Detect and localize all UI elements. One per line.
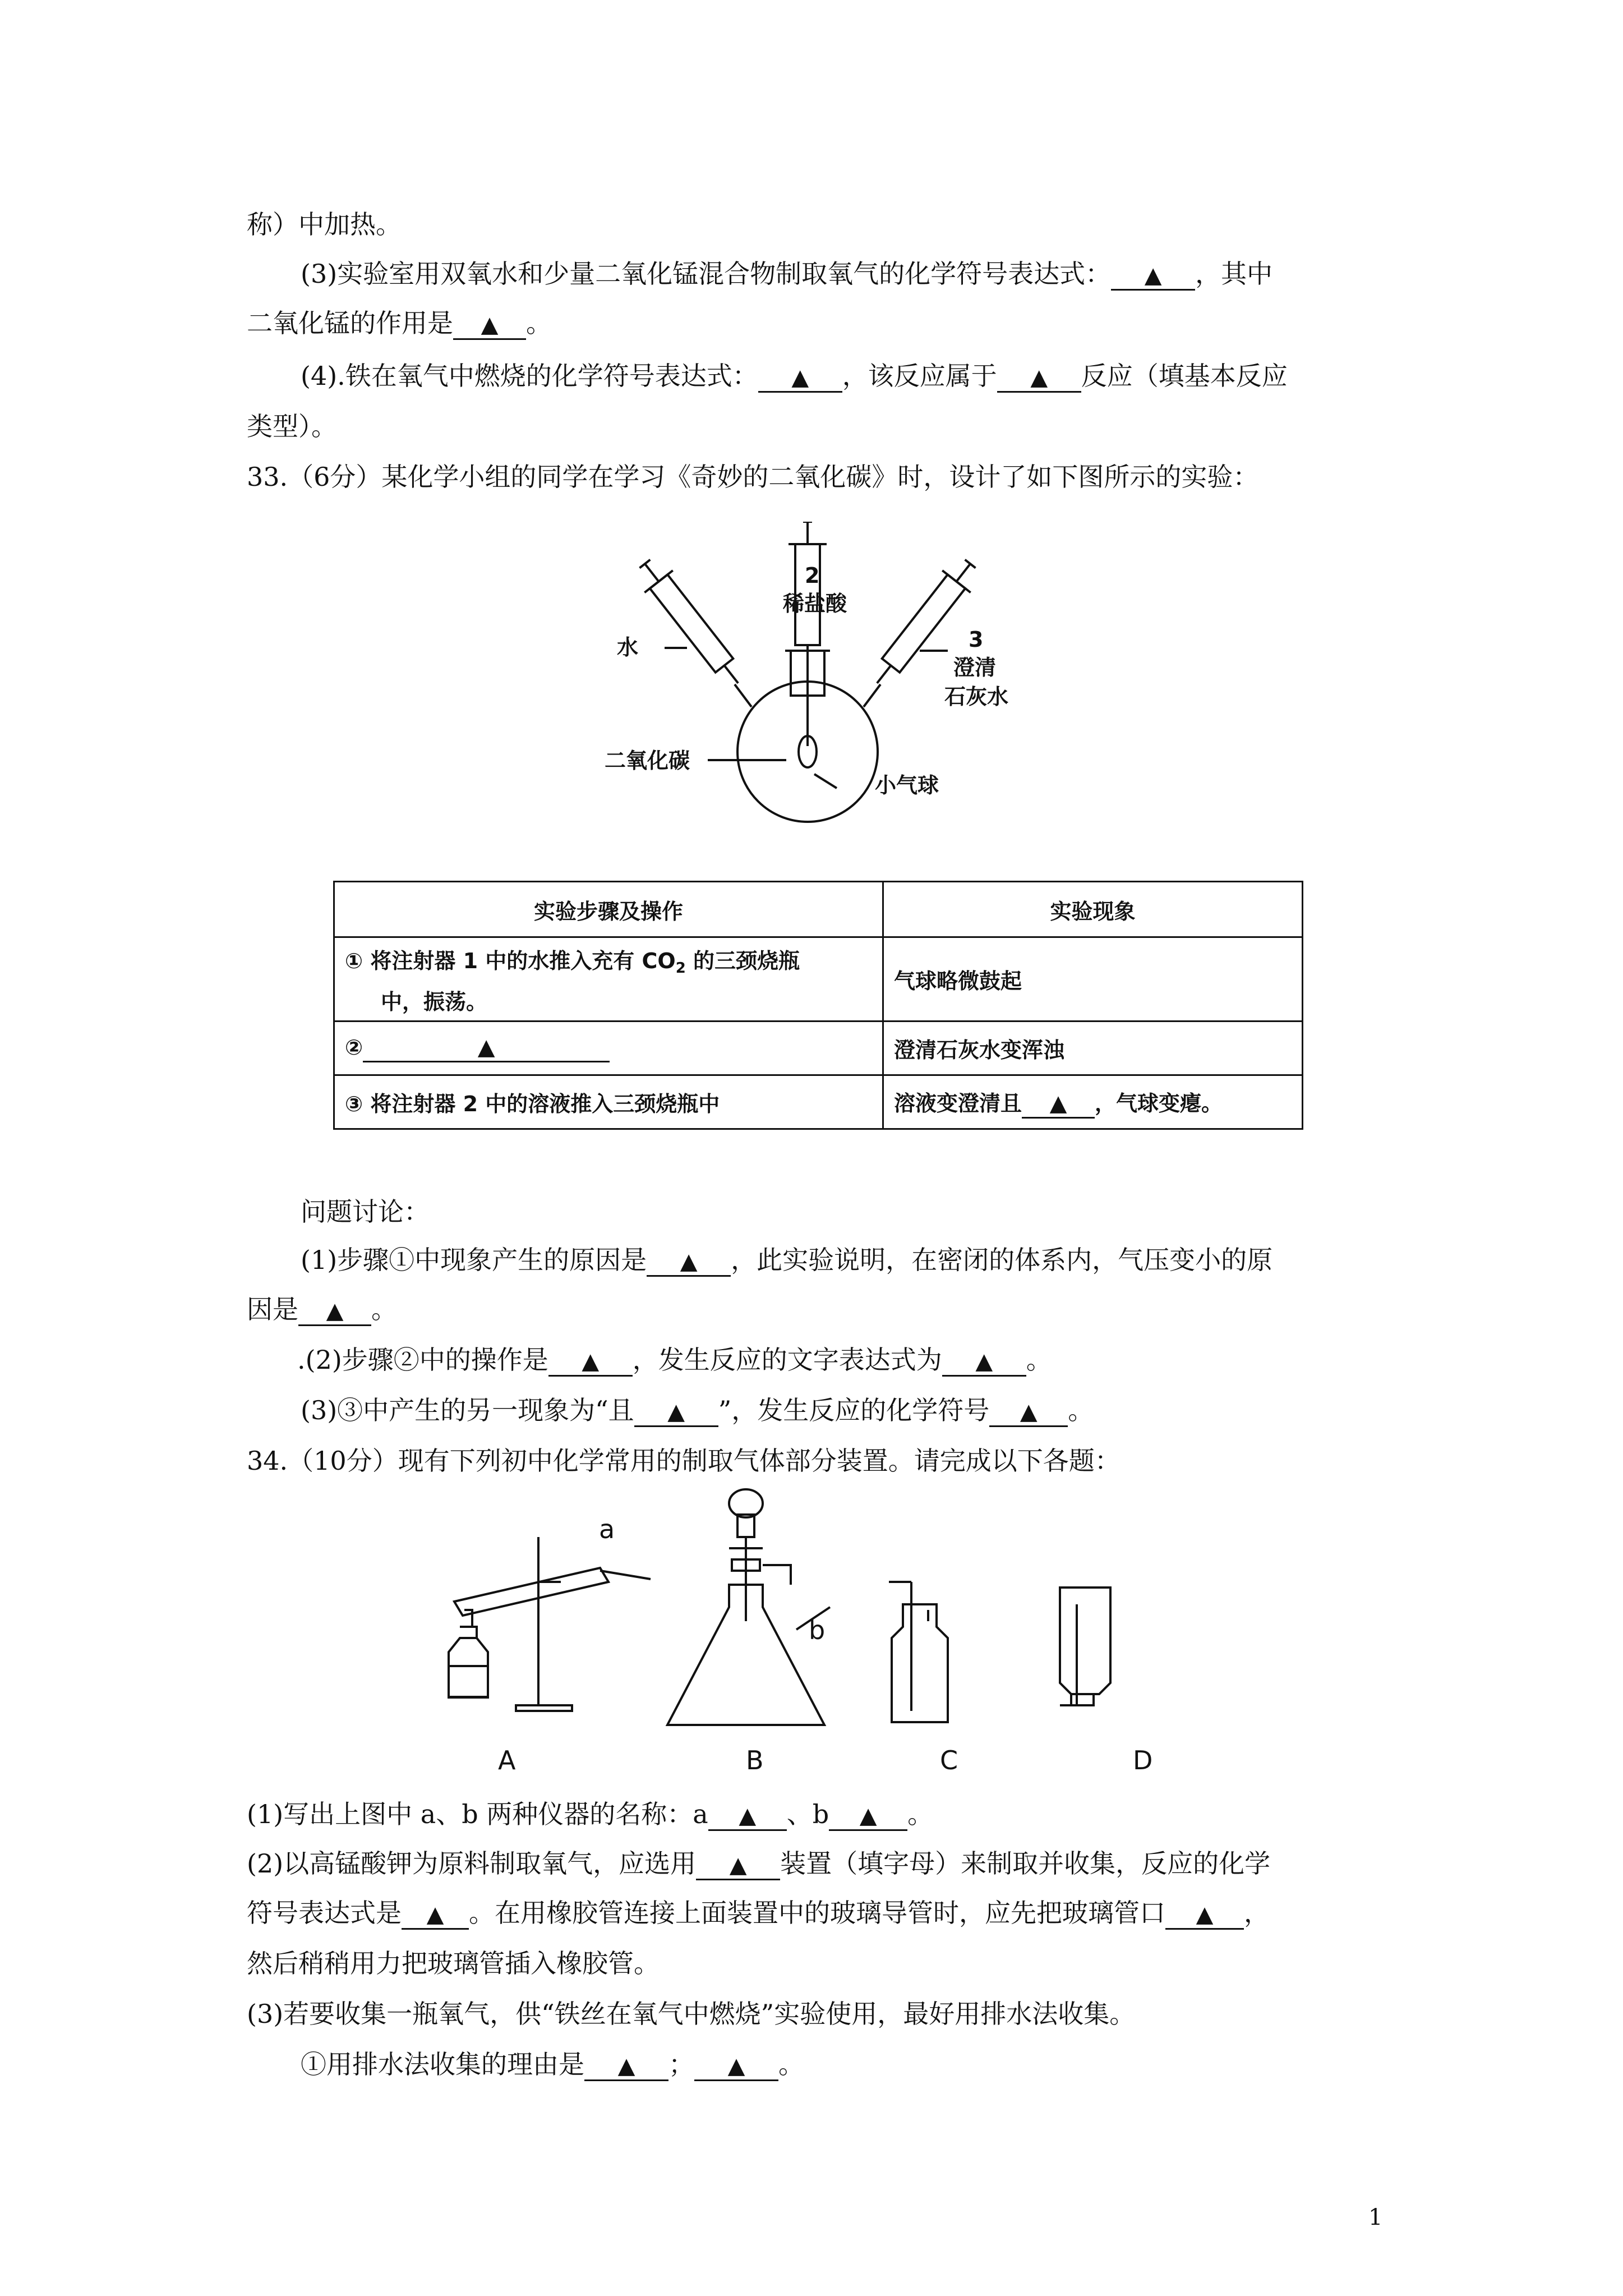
q34-heading: 34.（10分）现有下列初中化学常用的制取气体部分装置。请完成以下各题： bbox=[247, 1446, 1121, 1476]
q34-part2-line3: 然后稍稍用力把玻璃管插入橡胶管。 bbox=[247, 1948, 660, 1978]
balloon-label: 小气球 bbox=[875, 773, 939, 798]
answer-blank[interactable]: ▲ bbox=[758, 362, 842, 393]
answer-blank[interactable]: ▲ bbox=[584, 2051, 668, 2081]
apparatus-b bbox=[667, 1489, 830, 1725]
column-header-observation: 实验现象 bbox=[883, 882, 1303, 937]
answer-blank[interactable]: ▲ bbox=[694, 2051, 778, 2081]
q32-part3-line2: 二氧化锰的作用是 ▲ 。 bbox=[247, 306, 552, 340]
answer-blank[interactable]: ▲ bbox=[942, 1346, 1026, 1377]
apparatus-d bbox=[1060, 1588, 1110, 1705]
co2-label: 二氧化碳 bbox=[605, 748, 690, 773]
observation-cell: 气球略微鼓起 bbox=[883, 937, 1303, 1022]
answer-blank[interactable]: ▲ bbox=[647, 1246, 731, 1277]
answer-blank[interactable]: ▲ bbox=[1111, 260, 1195, 291]
q34-part2-line2: 符号表达式是 ▲ 。在用橡胶管连接上面装置中的玻璃导管时，应先把玻璃管口 ▲ ， bbox=[247, 1896, 1270, 1930]
answer-blank[interactable]: ▲ bbox=[1165, 1899, 1244, 1930]
table-row bbox=[334, 937, 1303, 1022]
syringe3-label-line1: 澄清 bbox=[953, 655, 997, 680]
experiment-table bbox=[333, 881, 1303, 1130]
answer-blank[interactable]: ▲ bbox=[363, 1034, 610, 1062]
answer-blank[interactable]: ▲ bbox=[298, 1296, 371, 1326]
q32-part3-line1: (3)实验室用双氧水和少量二氧化锰混合物制取氧气的化学符号表达式： ▲ ，其中 bbox=[301, 257, 1272, 291]
water-label: 水 bbox=[617, 635, 639, 660]
answer-blank[interactable]: ▲ bbox=[997, 362, 1081, 393]
answer-blank[interactable]: ▲ bbox=[634, 1397, 718, 1427]
q34-part1: (1)写出上图中 a、b 两种仪器的名称：a ▲ 、b ▲ 。 bbox=[247, 1797, 933, 1831]
answer-blank[interactable]: ▲ bbox=[1022, 1090, 1095, 1119]
syringe3-label-line2: 石灰水 bbox=[944, 684, 1009, 709]
apparatus-label-c: C bbox=[940, 1745, 958, 1775]
answer-blank[interactable]: ▲ bbox=[453, 310, 526, 340]
instrument-label-a: a bbox=[599, 1514, 615, 1544]
q32-line0: 称）中加热。 bbox=[247, 209, 402, 240]
step-cell: ① 将注射器 1 中的水推入充有 $CO_2$ 的三颈烧瓶 中，振荡。 bbox=[334, 937, 883, 1022]
answer-blank[interactable]: ▲ bbox=[402, 1899, 469, 1930]
table-header-row bbox=[334, 882, 1303, 937]
q34-part2-line1: (2)以高锰酸钾为原料制取氧气，应选用 ▲ 装置（填字母）来制取并收集，反应的化学 bbox=[247, 1847, 1270, 1880]
syringe-1 bbox=[650, 574, 733, 672]
q33-discussion-3: (3)③中产生的另一现象为“且 ▲ ”，发生反应的化学符号 ▲ 。 bbox=[301, 1393, 1094, 1427]
apparatus-label-a: A bbox=[498, 1745, 516, 1775]
answer-blank[interactable]: ▲ bbox=[989, 1397, 1068, 1427]
observation-cell: 溶液变澄清且 ▲ ，气球变瘪。 bbox=[883, 1075, 1303, 1129]
q33-discussion-1-line2: 因是 ▲ 。 bbox=[247, 1292, 397, 1326]
q32-part4-line1: (4).铁在氧气中燃烧的化学符号表达式： ▲ ，该反应属于 ▲ 反应（填基本反应 bbox=[301, 359, 1288, 393]
apparatus-label-b: B bbox=[746, 1745, 764, 1775]
step-cell: ③ 将注射器 2 中的溶液推入三颈烧瓶中 bbox=[334, 1075, 883, 1129]
table-row bbox=[334, 1022, 1303, 1075]
q34-part3: (3)若要收集一瓶氧气，供“铁丝在氧气中燃烧”实验使用，最好用排水法收集。 bbox=[247, 1999, 1136, 2029]
q33-discussion-2: .(2)步骤②中的操作是 ▲ ，发生反应的文字表达式为 ▲ 。 bbox=[297, 1343, 1052, 1377]
q33-heading: 33.（6分）某化学小组的同学在学习《奇妙的二氧化碳》时，设计了如下图所示的实验： bbox=[247, 462, 1259, 492]
step-cell: ② ▲ bbox=[334, 1022, 883, 1075]
column-header-steps: 实验步骤及操作 bbox=[334, 882, 883, 937]
instrument-label-b: b bbox=[809, 1615, 826, 1645]
q33-discussion-1-line1: (1)步骤①中现象产生的原因是 ▲ ，此实验说明，在密闭的体系内，气压变小的原 bbox=[301, 1243, 1272, 1277]
q32-part4-line2: 类型）。 bbox=[247, 411, 337, 441]
q34-part3-1: ①用排水法收集的理由是 ▲ ； ▲ 。 bbox=[301, 2047, 804, 2081]
table-row bbox=[334, 1075, 1303, 1129]
page-number: 1 bbox=[1368, 2205, 1383, 2230]
discussion-heading: 问题讨论： bbox=[301, 1197, 430, 1227]
answer-blank[interactable]: ▲ bbox=[696, 1850, 780, 1880]
observation-cell: 澄清石灰水变浑浊 bbox=[883, 1022, 1303, 1075]
apparatus-a bbox=[449, 1537, 651, 1711]
answer-blank[interactable]: ▲ bbox=[708, 1801, 787, 1831]
syringe2-label: 稀盐酸 bbox=[783, 591, 847, 616]
answer-blank[interactable]: ▲ bbox=[548, 1346, 633, 1377]
answer-blank[interactable]: ▲ bbox=[829, 1801, 907, 1831]
syringe2-number: 2 bbox=[805, 563, 820, 588]
syringe-3 bbox=[882, 574, 965, 672]
apparatus-label-d: D bbox=[1133, 1745, 1153, 1775]
apparatus-c bbox=[889, 1582, 948, 1722]
syringe3-number: 3 bbox=[969, 627, 984, 652]
